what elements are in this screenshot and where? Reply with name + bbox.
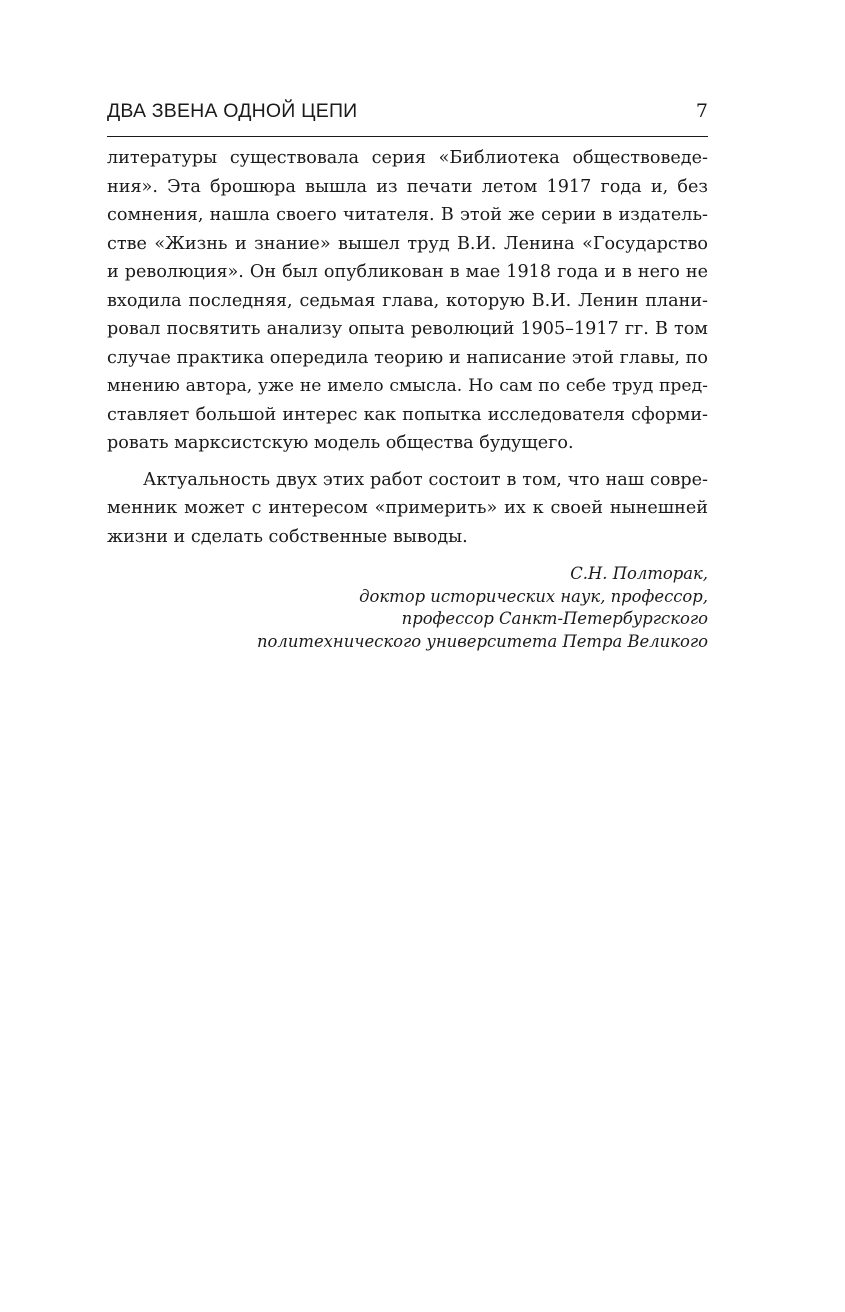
body-text <box>107 144 708 551</box>
paragraph-gap <box>107 458 708 466</box>
author-name: С.Н. Полторак, <box>570 564 708 583</box>
text-line: ровал посвятить анализу опыта революций 1905–1917 гг. В том <box>107 319 708 339</box>
text-line: Актуальность двух этих работ состоит в том, что наш совре- <box>143 469 708 490</box>
text-line: стве «Жизнь и знание» вышел труд В.И. Ленина «Государство <box>107 233 708 254</box>
author-signature <box>107 563 708 653</box>
text-line: случае практика опередила теорию и написание этой главы, по <box>107 347 708 368</box>
author-affiliation: политехнического университета Петра Великого <box>257 631 708 651</box>
text-line: ровать марксистскую модель общества будущего. <box>107 433 574 453</box>
text-line: менник может с интересом «примерить» их к своей нынешней <box>107 498 708 518</box>
text-line: литературы существовала серия «Библиотека обществоведе- <box>107 148 708 168</box>
text-line: входила последняя, седьмая глава, которую В.И. Ленин плани- <box>107 290 708 311</box>
text-line: ставляет большой интерес как попытка исследователя сформи- <box>107 404 708 425</box>
paragraph-2 <box>107 466 708 552</box>
page-number: 7 <box>695 100 708 122</box>
text-line: жизни и сделать собственные выводы. <box>107 526 468 547</box>
running-title: ДВА ЗВЕНА ОДНОЙ ЦЕПИ <box>107 100 358 122</box>
text-line: и революция». Он был опубликован в мае 1918 года и в него не <box>107 262 708 282</box>
text-line: сомнения, нашла своего читателя. В этой же серии в издатель- <box>107 205 708 225</box>
text-line: мнению автора, уже не имело смысла. Но сам по себе труд пред- <box>107 376 708 396</box>
author-degree: доктор исторических наук, профессор, <box>359 586 708 606</box>
paragraph-1 <box>107 144 708 458</box>
text-line: ния». Эта брошюра вышла из печати летом 1917 года и, без <box>107 176 708 197</box>
running-head <box>107 98 708 128</box>
author-position: профессор Санкт-Петербургского <box>401 609 708 628</box>
header-rule <box>107 136 708 137</box>
